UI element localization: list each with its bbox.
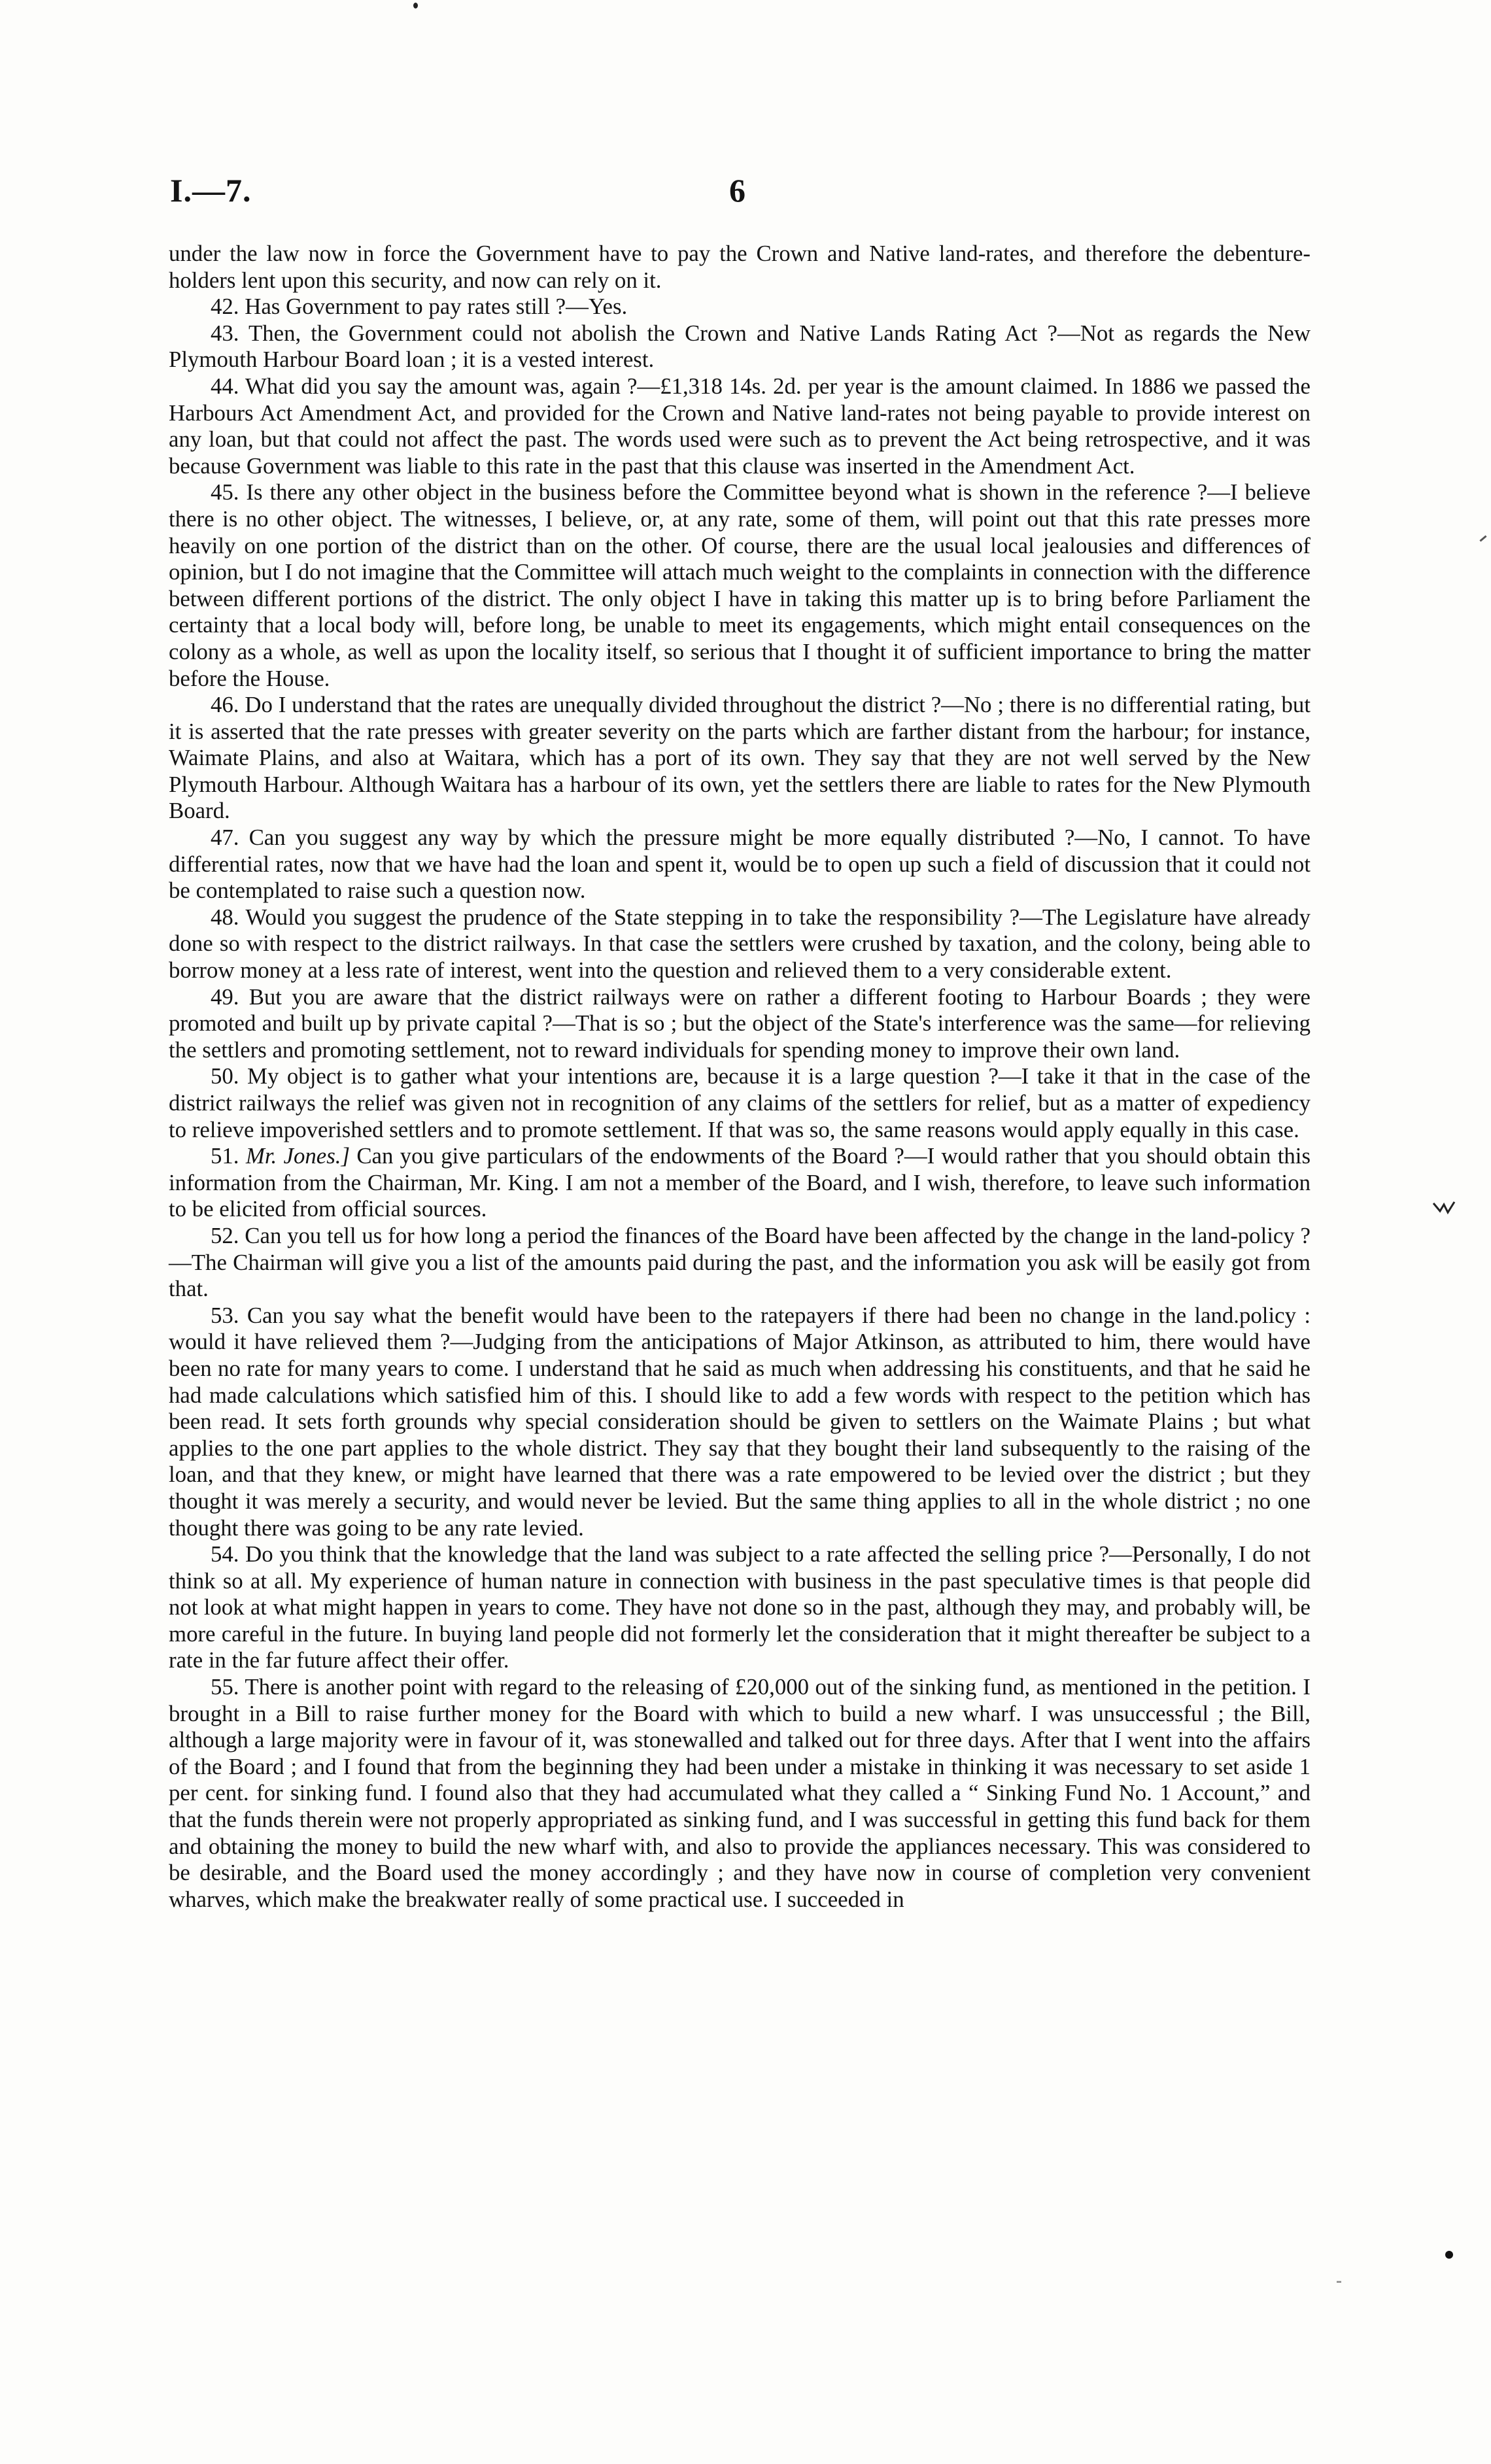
paragraph-q54: 54. Do you think that the knowledge that the land was subject to a rate affected the selling price ?—Personally, I do not think so at all. My experience of human nature in connection with business in the past speculative times is that people did not look at what might happen in years to come. They have not done so in the past, although they may, and probably will, be more careful in the future. In buying land people did not formerly let the consideration that it might thereafter be subject to a rate in the far future affect their offer. (169, 1541, 1311, 1673)
paragraph-q48: 48. Would you suggest the prudence of the State stepping in to take the responsibility ?—The Legislature have already done so with respect to the district railways. In that case the settlers were crushed by taxation, and the colony, being able to borrow money at a less rate of interest, went into the question and relieved them to a very considerable extent. (169, 904, 1311, 984)
page-header (170, 171, 1334, 217)
paragraph-q50: 50. My object is to gather what your intentions are, because it is a large question ?—I take it that in the case of the district railways the relief was given not in recognition of any claims of the settlers for relief, but as a matter of expediency to relieve impoverished settlers and to promote settlement. If that was so, the same reasons would apply equally in this case. (169, 1063, 1311, 1142)
paragraph-q43: 43. Then, the Government could not abolish the Crown and Native Lands Rating Act ?—Not as regards the New Plymouth Harbour Board loan ; it is a vested interest. (169, 320, 1311, 373)
document-reference: I.—7. (170, 172, 252, 209)
paragraph-q55: 55. There is another point with regard to the releasing of £20,000 out of the sinking fund, as mentioned in the petition. I brought in a Bill to raise further money for the Board with which to build a new wharf. I was unsuccessful ; the Bill, although a large majority were in favour of it, was stonewalled and talked out for three days. After that I went into the affairs of the Board ; and I found that from the beginning they had been under a mistake in thinking it was necessary to set aside 1 per cent. for sinking fund. I found also that they had accumulated what they called a “ Sinking Fund No. 1 Account,” and that the funds therein were not properly appropriated as sinking fund, and I was successful in getting this fund back for them and obtaining the money to build the new wharf with, and also to provide the appliances necessary. This was considered to be desirable, and the Board used the money accordingly ; and they have now in course of completion very convenient wharves, which make the breakwater really of some practical use. I succeeded in (169, 1674, 1311, 1912)
margin-tick-mark (1479, 535, 1486, 541)
paragraph-q47: 47. Can you suggest any way by which the pressure might be more equally distributed ?—No, I cannot. To have differential rates, now that we have had the loan and spent it, would be to open up such a field of discussion that it could not be contemplated to raise such a question now. (169, 825, 1311, 904)
paragraph-q51 (169, 1143, 1311, 1223)
paragraph-q52: 52. Can you tell us for how long a period the finances of the Board have been affected by the change in the land-policy ?—The Chairman will give you a list of the amounts paid during the past, and the information you ask will be easily got from that. (169, 1222, 1311, 1302)
question-number: 51. (211, 1143, 239, 1169)
paragraph-q49: 49. But you are aware that the district railways were on rather a different footing to Harbour Boards ; they were promoted and built up by private capital ?—That is so ; but the object of the State's interference was the same—for relieving the settlers and promoting settlement, not to reward individuals for spending money to improve their own land. (169, 984, 1311, 1063)
paragraph-q42: 42. Has Government to pay rates still ?—Yes. (211, 294, 628, 320)
page-number: 6 (729, 172, 746, 209)
paragraph-continuation: under the law now in force the Government have to pay the Crown and Native land-rates, and therefore the debenture-holders lent upon this security, and now can rely on it. (169, 241, 1311, 293)
margin-speck-mark (1337, 2281, 1341, 2283)
speaker-name: Mr. Jones.] (245, 1143, 350, 1169)
body-text (169, 241, 1311, 1913)
question-text: Can you give particulars of the endowments of the Board ?—I would rather that you should obtain this information from the Chairman, Mr. King. I am not a member of the Board, and I wish, therefore, to leave such information to be elicited from official sources. (169, 1143, 1311, 1222)
paragraph-q44: 44. What did you say the amount was, again ?—£1,318 14s. 2d. per year is the amount claimed. In 1886 we passed the Harbours Act Amendment Act, and provided for the Crown and Native land-rates not being payable to provide interest on any loan, but that could not affect the past. The words used were such as to prevent the Act being retrospective, and it was because Government was liable to this rate in the past that this clause was inserted in the Amendment Act. (169, 373, 1311, 479)
paragraph-q45: 45. Is there any other object in the business before the Committee beyond what is shown in the reference ?—I believe there is no other object. The witnesses, I believe, or, at any rate, some of them, will point out that this rate presses more heavily on one portion of the district than on the other. Of course, there are the usual local jealousies and differences of opinion, but I do not imagine that the Committee will attach much weight to the complaints in connection with the difference between different portions of the district. The only object I have in taking this matter up is to bring before Parliament the certainty that a local body will, before long, be unable to meet its engagements, which might entail consequences on the colony as a whole, as well as upon the locality itself, so serious that I thought it of sufficient importance to bring the matter before the House. (169, 479, 1311, 691)
ink-dot-mark (413, 3, 418, 9)
margin-scribble-mark (1432, 1199, 1456, 1218)
margin-bullet-mark (1445, 2251, 1453, 2259)
paragraph-q53: 53. Can you say what the benefit would have been to the ratepayers if there had been no change in the land.policy : would it have relieved them ?—Judging from the anticipations of Major Atkinson, as attributed to him, there would have been no rate for many years to come. I understand that he said as much when addressing his constituents, and that he said he had made calculations which satisfied him of this. I should like to add a few words with respect to the petition which has been read. It sets forth grounds why special consideration should be given to settlers on the Waimate Plains ; but what applies to the one part applies to the whole district. They say that they bought their land subsequently to the raising of the loan, and that they knew, or might have learned that there was a rate empowered to be levied over the district ; but they thought it was merely a security, and would never be levied. But the same thing applies to all in the whole district ; no one thought there was going to be any rate levied. (169, 1302, 1311, 1541)
paragraph-q46: 46. Do I understand that the rates are unequally divided throughout the district ?—No ; there is no differential rating, but it is asserted that the rate presses with greater severity on the parts which are farther distant from the harbour; for instance, Waimate Plains, and also at Waitara, which has a port of its own. They say that they are not well served by the New Plymouth Harbour. Although Waitara has a harbour of its own, yet the settlers there are liable to rates for the New Plymouth Board. (169, 692, 1311, 824)
